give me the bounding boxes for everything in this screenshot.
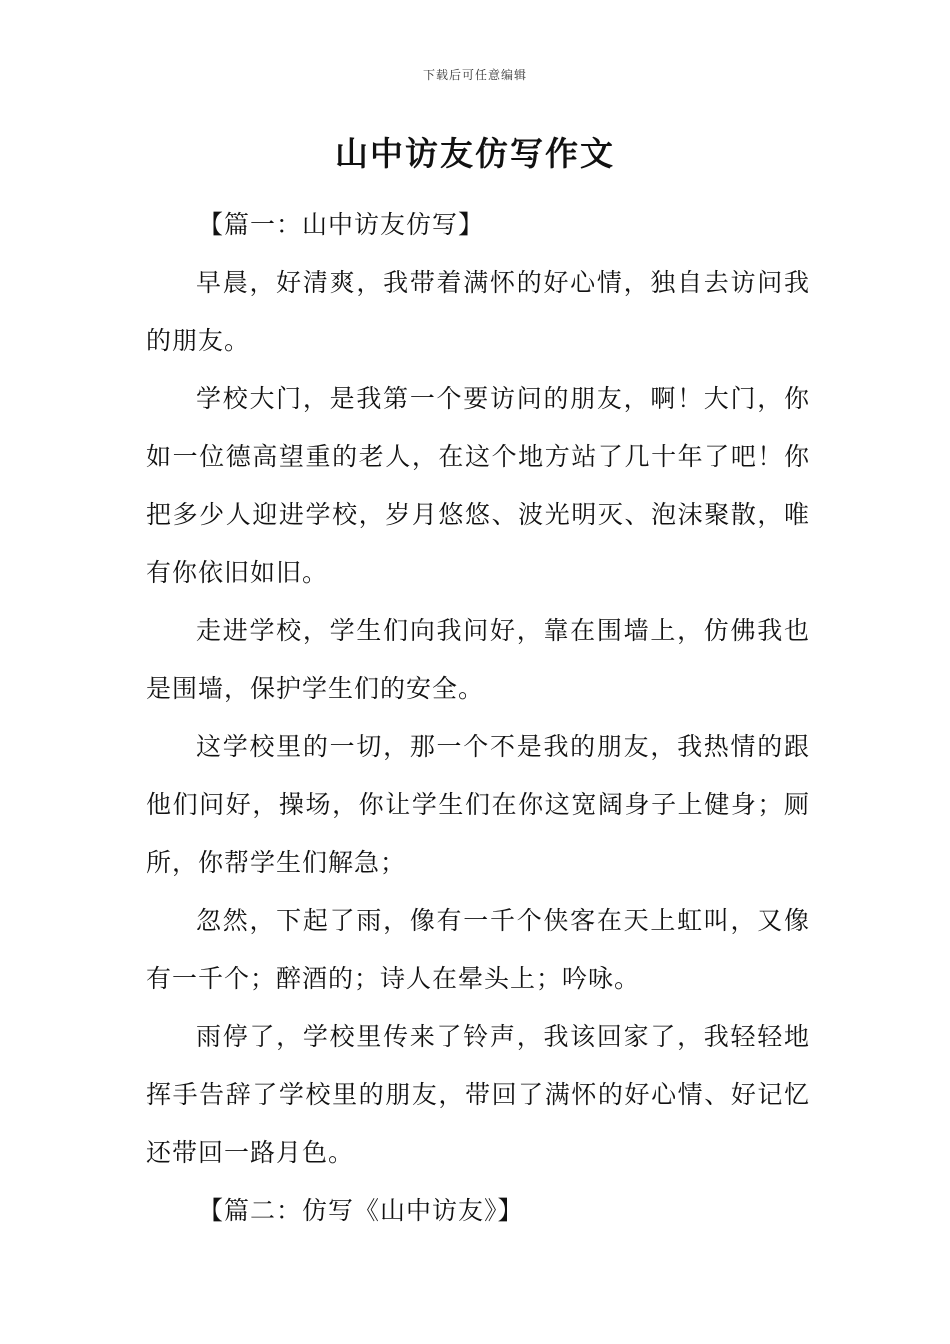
paragraph-4: 这学校里的一切，那一个不是我的朋友，我热情的跟他们问好，操场，你让学生们在你这宽阔身子上健身；厕所，你帮学生们解急；	[146, 732, 810, 877]
section-heading-2: 【篇二：仿写《山中访友》】	[198, 1196, 524, 1225]
section-heading-1: 【篇一：山中访友仿写】	[198, 210, 485, 239]
paragraph-2: 学校大门，是我第一个要访问的朋友，啊！大门，你如一位德高望重的老人，在这个地方站了几十年了吧！你把多少人迎进学校，岁月悠悠、波光明灭、泡沫聚散，唯有你依旧如旧。	[146, 384, 810, 587]
paragraph-6: 雨停了，学校里传来了铃声，我该回家了，我轻轻地挥手告辞了学校里的朋友，带回了满怀的好心情、好记忆还带回一路月色。	[146, 1022, 810, 1167]
paragraph-3: 走进学校，学生们向我问好，靠在围墙上，仿佛我也是围墙，保护学生们的安全。	[146, 616, 810, 703]
page-header: 下载后可任意编辑	[422, 68, 527, 82]
paragraph-1: 早晨，好清爽，我带着满怀的好心情，独自去访问我的朋友。	[146, 268, 810, 355]
paragraph-5: 忽然，下起了雨，像有一千个侠客在天上虹叫，又像有一千个；醉酒的；诗人在晕头上；吟咏。	[146, 906, 810, 993]
document-title: 山中访友仿写作文	[335, 134, 615, 173]
document-body	[146, 196, 810, 1240]
